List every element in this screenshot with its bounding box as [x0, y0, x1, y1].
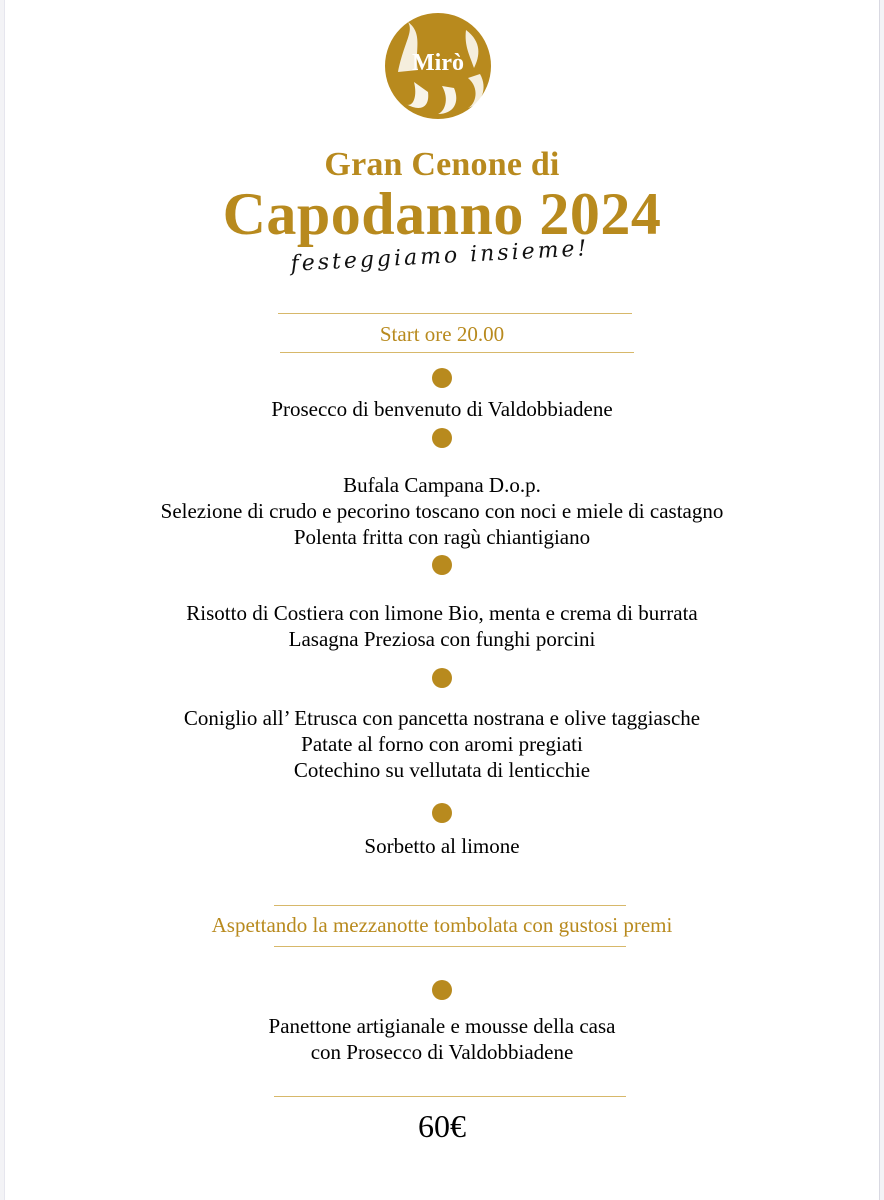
course-line: Risotto di Costiera con limone Bio, menta e crema di burrata	[186, 601, 698, 625]
dessert	[0, 1013, 884, 1065]
start-time: Start ore 20.00	[379, 322, 505, 346]
tagline: festeggiamo insieme!	[290, 236, 590, 277]
miro-logo	[384, 12, 492, 120]
bullet-dot-icon	[432, 368, 452, 388]
course-line: Lasagna Preziosa con funghi porcini	[288, 627, 596, 651]
course-line: Selezione di crudo e pecorino toscano con noci e miele di castagno	[160, 499, 724, 523]
course-4	[0, 705, 884, 783]
price: 60€	[418, 1108, 466, 1144]
midnight-note: Aspettando la mezzanotte tombolata con gustosi premi	[211, 913, 673, 937]
title-line-1: Gran Cenone di	[324, 146, 560, 183]
divider	[274, 946, 626, 947]
bullet-dot-icon	[432, 428, 452, 448]
course-3	[0, 600, 884, 652]
course-5	[0, 833, 884, 859]
course-line: Cotechino su vellutata di lenticchie	[293, 758, 591, 782]
bullet-dot-icon	[432, 555, 452, 575]
bullet-dot-icon	[432, 668, 452, 688]
course-2	[0, 472, 884, 550]
divider	[274, 905, 626, 906]
course-line: Coniglio all’ Etrusca con pancetta nostrana e olive taggiasche	[183, 706, 701, 730]
bullet-dot-icon	[432, 803, 452, 823]
course-line: Panettone artigianale e mousse della casa	[268, 1014, 616, 1038]
logo-text: Mirò	[412, 50, 464, 76]
divider	[274, 1096, 626, 1097]
title-line-2: Capodanno 2024	[222, 181, 662, 247]
divider	[280, 352, 634, 353]
course-line: Sorbetto al limone	[364, 834, 520, 858]
course-line: Bufala Campana D.o.p.	[343, 473, 541, 497]
course-1	[0, 396, 884, 422]
bullet-dot-icon	[432, 980, 452, 1000]
course-line: Polenta fritta con ragù chiantigiano	[293, 525, 591, 549]
divider	[278, 313, 632, 314]
course-line: Patate al forno con aromi pregiati	[301, 732, 583, 756]
course-line: con Prosecco di Valdobbiadene	[310, 1040, 574, 1064]
course-line: Prosecco di benvenuto di Valdobbiadene	[271, 397, 613, 421]
